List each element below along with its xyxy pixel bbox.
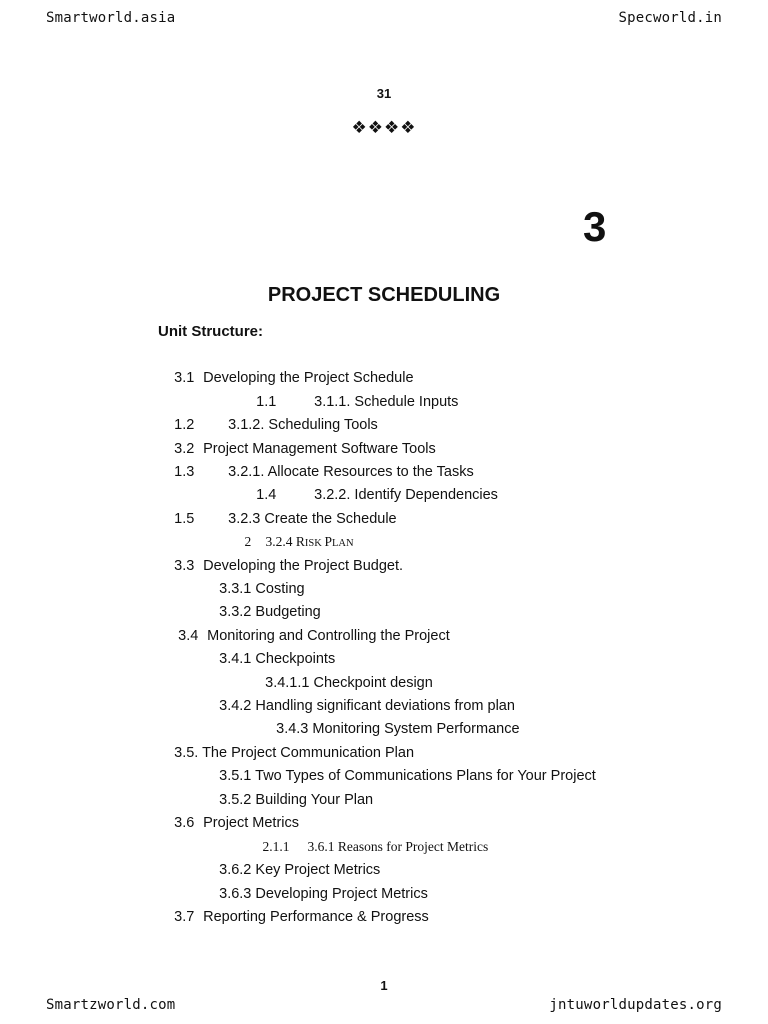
toc-item-text: 3.2.4 bbox=[265, 534, 296, 549]
chapter-title: PROJECT SCHEDULING bbox=[267, 284, 501, 306]
toc-item-number: 3.3 bbox=[174, 558, 195, 574]
toc-item-text: 3.2.3 Create the Schedule bbox=[228, 511, 397, 527]
footer-page-number: 1 bbox=[380, 978, 388, 993]
toc-item-text: Project Metrics bbox=[203, 815, 300, 831]
ornament-divider: ❖❖❖❖ bbox=[351, 118, 417, 138]
toc-item-text: 3.4.1.1 Checkpoint design bbox=[265, 675, 433, 691]
toc-item-text: 3.5. The Project Communication Plan bbox=[174, 745, 415, 761]
unit-structure-heading: Unit Structure: bbox=[158, 323, 263, 340]
toc-item-text-smallcaps: ISK bbox=[304, 538, 325, 549]
toc-item-number: 2.1.1 bbox=[262, 839, 290, 854]
toc-item-text: 3.4.3 Monitoring System Performance bbox=[276, 721, 520, 737]
top-page-number: 31 bbox=[376, 86, 392, 101]
toc-item-number: 1.1 bbox=[256, 394, 277, 410]
toc-item-text: Reporting Performance & Progress bbox=[203, 909, 429, 925]
toc-item-text: 3.3.2 Budgeting bbox=[219, 604, 321, 620]
footer-right-site: jntuworldupdates.org bbox=[549, 997, 722, 1013]
toc-item-text: 3.2.1. Allocate Resources to the Tasks bbox=[228, 464, 474, 480]
toc-item-number: 1.5 bbox=[174, 511, 195, 527]
toc-item-number: 1.3 bbox=[174, 464, 195, 480]
toc-item-number: 3.2 bbox=[174, 441, 195, 457]
toc-item-text: Developing the Project Budget. bbox=[203, 558, 404, 574]
toc-item-text-smallcaps: R bbox=[295, 534, 305, 549]
toc-item-text: Monitoring and Controlling the Project bbox=[207, 628, 450, 644]
toc-item-text: 3.6.3 Developing Project Metrics bbox=[219, 886, 428, 902]
header-left-site: Smartworld.asia bbox=[46, 10, 176, 26]
toc-item-text-smallcaps: LAN bbox=[331, 538, 354, 549]
toc-item-number: 3.7 bbox=[174, 909, 195, 925]
toc-item-text: 3.1.2. Scheduling Tools bbox=[228, 417, 378, 433]
toc-item-number: 2 bbox=[244, 534, 252, 549]
toc-item-number: 3.1 bbox=[174, 370, 195, 386]
toc-item-text: 3.5.1 Two Types of Communications Plans for Your Project bbox=[219, 768, 596, 784]
toc-item-number: 1.2 bbox=[174, 417, 195, 433]
toc-item-text: 3.2.2. Identify Dependencies bbox=[314, 487, 498, 503]
toc-item-text: 3.5.2 Building Your Plan bbox=[219, 792, 374, 808]
toc-item-text: 3.6.1 Reasons for Project Metrics bbox=[307, 839, 489, 854]
footer-left-site: Smartzworld.com bbox=[46, 997, 176, 1013]
toc-item-text: 3.4.2 Handling significant deviations from plan bbox=[219, 698, 515, 714]
toc-item bbox=[158, 890, 429, 944]
toc-item-text: 3.3.1 Costing bbox=[219, 581, 305, 597]
toc-item-number: 3.6 bbox=[174, 815, 195, 831]
toc-item-text: Project Management Software Tools bbox=[203, 441, 436, 457]
toc-item-text-smallcaps: P bbox=[324, 534, 332, 549]
header-right-site: Specworld.in bbox=[618, 10, 722, 26]
toc-item-text: 3.1.1. Schedule Inputs bbox=[314, 394, 459, 410]
toc-item-text: 3.4.1 Checkpoints bbox=[219, 651, 336, 667]
toc-item-text: 3.6.2 Key Project Metrics bbox=[219, 862, 381, 878]
toc-item-text: Developing the Project Schedule bbox=[203, 370, 414, 386]
chapter-number: 3 bbox=[583, 203, 607, 250]
toc-item-number: 3.4 bbox=[178, 628, 199, 644]
toc-item-number: 1.4 bbox=[256, 487, 277, 503]
